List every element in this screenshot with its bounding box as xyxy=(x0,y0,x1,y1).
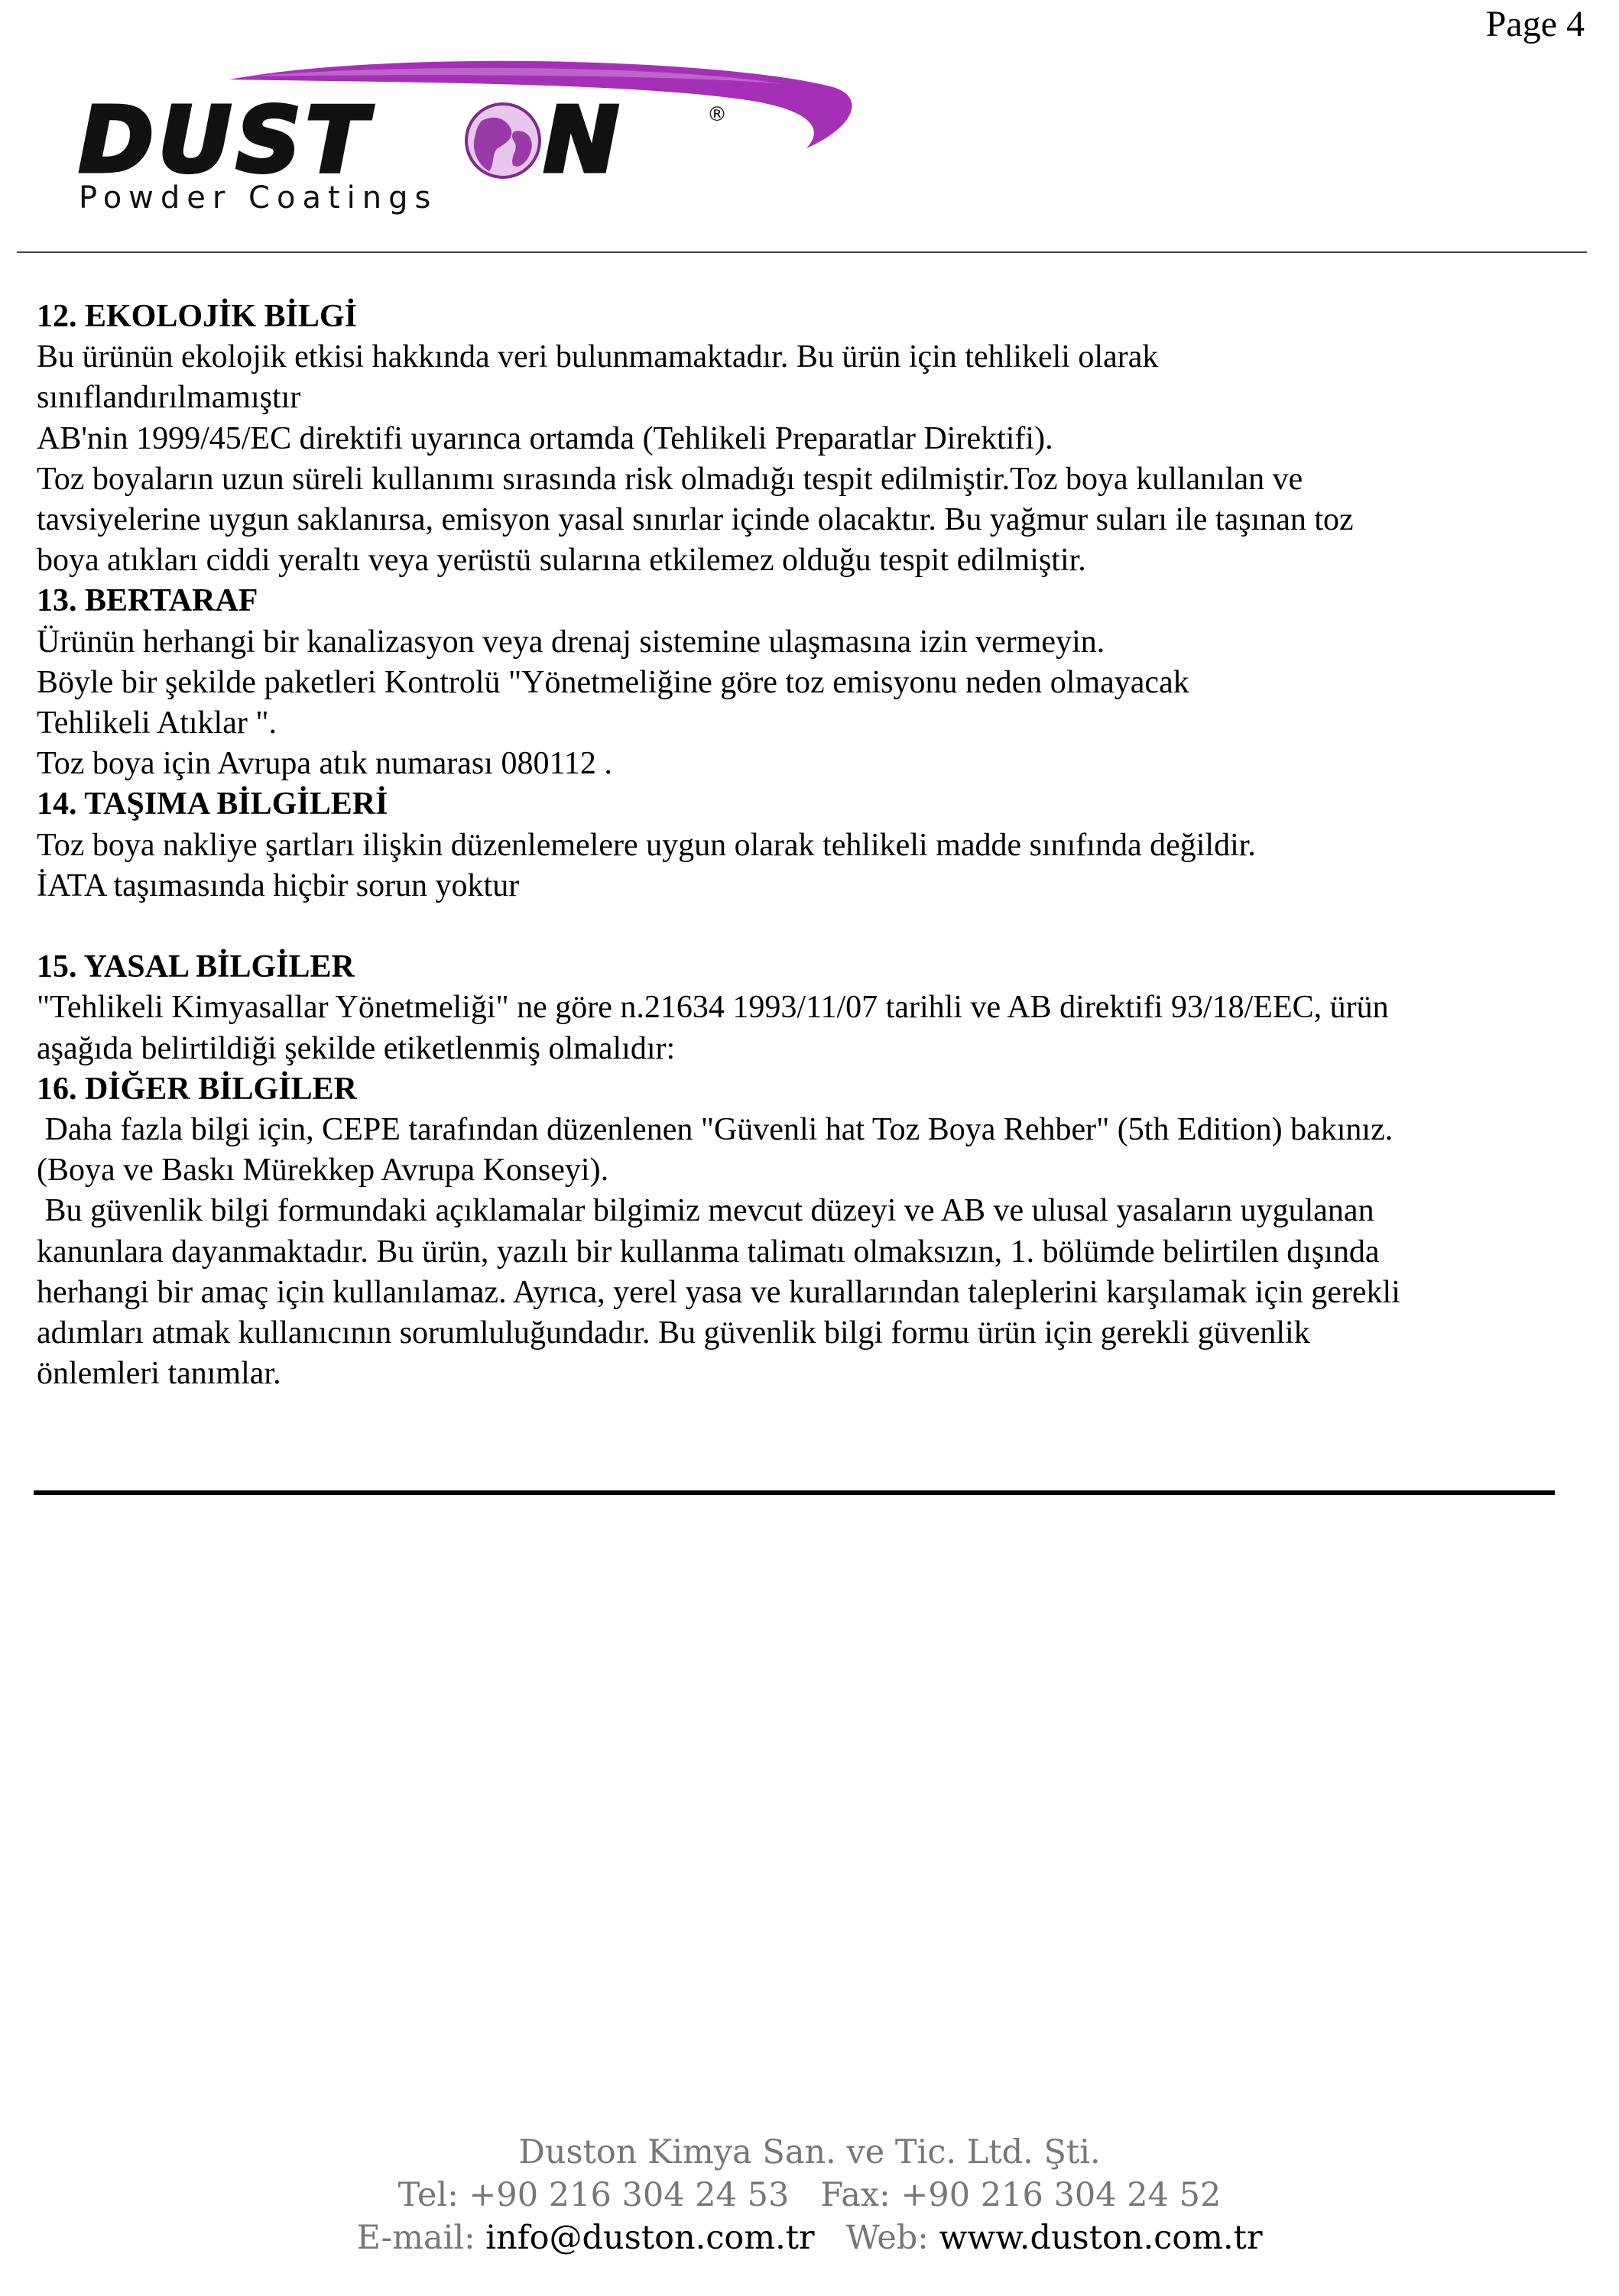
fax-number: +90 216 304 24 52 xyxy=(900,2176,1222,2214)
logo-wordmark-left: DUST xyxy=(79,87,372,193)
section-heading-ecology: 12. EKOLOJİK BİLGİ xyxy=(37,299,357,334)
body-line: Böyle bir şekilde paketleri Kontrolü "Yönetmeliğine göre toz emisyonu neden olmayacak xyxy=(37,664,1189,700)
body-line: Tehlikeli Atıklar ". xyxy=(37,705,277,741)
document-body xyxy=(37,297,1596,1394)
email-link[interactable]: info@duston.com.tr xyxy=(485,2219,815,2257)
email-label: E-mail: xyxy=(356,2219,475,2257)
tel-number: +90 216 304 24 53 xyxy=(469,2176,790,2214)
footer-web-line xyxy=(0,2217,1619,2259)
web-label: Web: xyxy=(845,2219,929,2257)
body-line: İATA taşımasında hiçbir sorun yoktur xyxy=(37,867,520,903)
body-line: Bu ürünün ekolojik etkisi hakkında veri bulunmamaktadır. Bu ürün için tehlikeli olarak xyxy=(37,339,1159,375)
body-line: Toz boya için Avrupa atık numarası 080112 . xyxy=(37,746,612,782)
header-divider xyxy=(17,251,1587,253)
body-line: boya atıkları ciddi yeraltı veya yerüstü sularına etkilemez olduğu tespit edilmiştir. xyxy=(37,543,1086,579)
logo-registered-mark: ® xyxy=(707,103,727,126)
web-link[interactable]: www.duston.com.tr xyxy=(939,2219,1263,2257)
footer-contact xyxy=(0,2131,1619,2259)
duston-logo xyxy=(73,58,860,219)
body-line: önlemleri tanımlar. xyxy=(37,1356,281,1392)
tel-label: Tel: xyxy=(397,2176,459,2214)
section-heading-disposal: 13. BERTARAF xyxy=(37,583,258,619)
body-line: "Tehlikeli Kimyasallar Yönetmeliği" ne göre n.21634 1993/11/07 tarihli ve AB direktifi 93/18/EEC, ürün xyxy=(37,990,1389,1026)
body-line: herhangi bir amaç için kullanılamaz. Ayrıca, yerel yasa ve kurallarından taleplerini karşılamak için gerekli xyxy=(37,1274,1400,1310)
footer-company: Duston Kimya San. ve Tic. Ltd. Şti. xyxy=(518,2133,1101,2171)
body-line: adımları atmak kullanıcının sorumluluğundadır. Bu güvenlik bilgi formu ürün için gerekli güvenlik xyxy=(37,1315,1310,1351)
body-line: Toz boya nakliye şartları ilişkin düzenlemelere uygun olarak tehlikeli madde sınıfında değildir. xyxy=(37,827,1256,863)
section-heading-transport: 14. TAŞIMA BİLGİLERİ xyxy=(37,786,388,822)
section-heading-legal: 15. YASAL BİLGİLER xyxy=(37,949,355,985)
body-line: AB'nin 1999/45/EC direktifi uyarınca ortamda (Tehlikeli Preparatlar Direktifi). xyxy=(37,420,1053,456)
body-line: sınıflandırılmamıştır xyxy=(37,380,301,416)
body-line: tavsiyelerine uygun saklanırsa, emisyon yasal sınırlar içinde olacaktır. Bu yağmur suları ile taşınan toz xyxy=(37,502,1354,538)
logo-tagline: Powder Coatings xyxy=(79,180,438,216)
body-line: Ürünün herhangi bir kanalizasyon veya drenaj sistemine ulaşmasına izin vermeyin. xyxy=(37,624,1105,660)
page-number: Page 4 xyxy=(1485,4,1585,44)
fax-label: Fax: xyxy=(820,2176,891,2214)
footer-divider xyxy=(34,1490,1555,1495)
body-line: Daha fazla bilgi için, CEPE tarafından düzenlenen "Güvenli hat Toz Boya Rehber" (5th Edition) bakınız. xyxy=(37,1112,1394,1148)
body-line: (Boya ve Baskı Mürekkep Avrupa Konseyi). xyxy=(37,1153,609,1189)
globe-icon xyxy=(466,104,540,177)
footer-phone-line xyxy=(0,2174,1619,2217)
body-line: aşağıda belirtildiği şekilde etiketlenmiş olmalıdır: xyxy=(37,1030,676,1066)
body-line: kanunlara dayanmaktadır. Bu ürün, yazılı bir kullanma talimatı olmaksızın, 1. bölümde belirtilen dışında xyxy=(37,1234,1380,1270)
section-heading-other: 16. DİĞER BİLGİLER xyxy=(37,1071,357,1107)
blank-line xyxy=(37,906,1596,947)
body-line: Bu güvenlik bilgi formundaki açıklamalar bilgimiz mevcut düzeyi ve AB ve ulusal yasaların uygulanan xyxy=(37,1193,1374,1229)
body-line: Toz boyaların uzun süreli kullanımı sırasında risk olmadığı tespit edilmiştir.Toz boya kullanılan ve xyxy=(37,461,1303,497)
logo-wordmark-right: N xyxy=(543,87,624,193)
